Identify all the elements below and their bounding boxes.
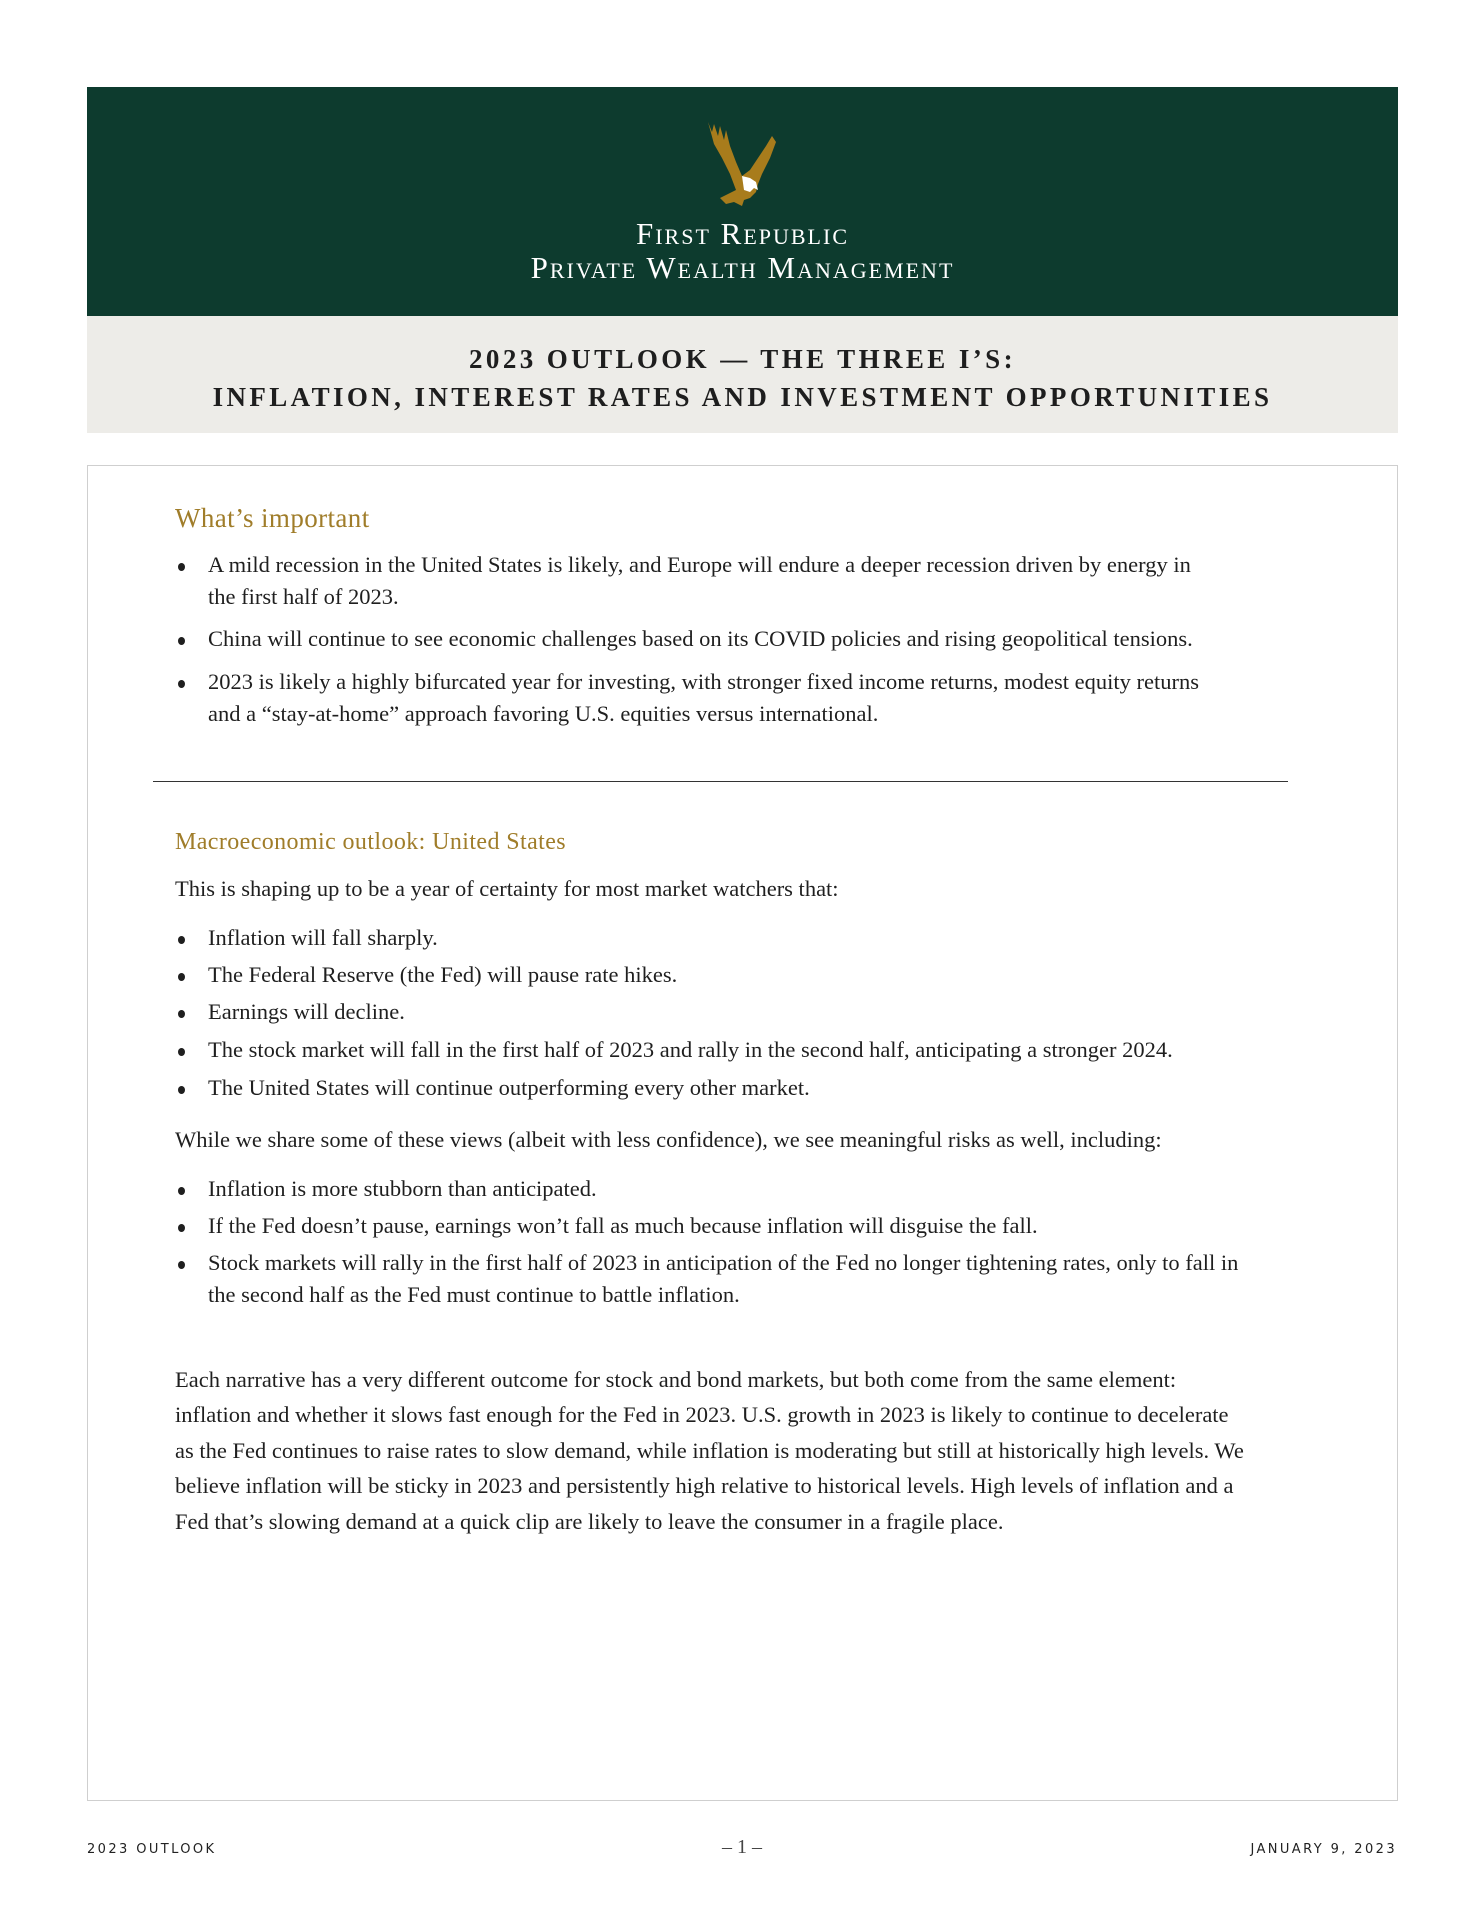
bullet-icon	[178, 563, 185, 571]
bullet-icon	[178, 973, 185, 981]
list-item: Stock markets will rally in the first half of 2023 in anticipation of the Fed no longer tightening rates, only to fall in	[208, 1250, 1239, 1275]
document-title-line2: INFLATION, INTEREST RATES AND INVESTMENT OPPORTUNITIES	[212, 382, 1273, 412]
eagle-icon	[700, 118, 784, 206]
list-item: The Federal Reserve (the Fed) will pause rate hikes.	[208, 962, 678, 987]
list-item: Inflation will fall sharply.	[208, 925, 438, 950]
brand-name: First Republic	[635, 216, 849, 251]
list-item-continuation: the first half of 2023.	[208, 584, 399, 609]
page-number: – 1 –	[722, 1836, 762, 1858]
list-item: A mild recession in the United States is likely, and Europe will endure a deeper recession driven by energy in	[208, 552, 1191, 577]
section-divider	[153, 781, 1288, 782]
bullet-icon	[178, 1187, 185, 1195]
list-item: Earnings will decline.	[208, 999, 405, 1024]
list-item-continuation: and a “stay-at-home” approach favoring U.S. equities versus international.	[208, 701, 879, 726]
paragraph-line: Each narrative has a very different outcome for stock and bond markets, but both come from the same element:	[175, 1367, 1177, 1392]
section-heading-whats-important: What’s important	[175, 503, 370, 533]
brand-subtitle: Private Wealth Management	[530, 250, 955, 285]
document-title-line1: 2023 OUTLOOK — THE THREE I’S:	[469, 344, 1016, 374]
macro-intro: This is shaping up to be a year of certainty for most market watchers that:	[175, 876, 839, 901]
bullet-icon	[178, 637, 185, 645]
list-item: China will continue to see economic challenges based on its COVID policies and rising geopolitical tensions.	[208, 626, 1193, 651]
risks-intro: While we share some of these views (albeit with less confidence), we see meaningful risks as well, including:	[175, 1127, 1162, 1152]
list-item: 2023 is likely a highly bifurcated year for investing, with stronger fixed income returns, modest equity returns	[208, 669, 1200, 694]
footer-date: JANUARY 9, 2023	[1250, 1842, 1397, 1857]
list-item-continuation: the second half as the Fed must continue to battle inflation.	[208, 1282, 740, 1307]
bullet-icon	[178, 936, 185, 944]
section-heading-macro: Macroeconomic outlook: United States	[175, 829, 566, 855]
bullet-icon	[178, 1261, 185, 1269]
bullet-icon	[178, 680, 185, 688]
bullet-icon	[178, 1224, 185, 1232]
paragraph-line: inflation and whether it slows fast enough for the Fed in 2023. U.S. growth in 2023 is likely to continue to decelerate	[175, 1402, 1229, 1427]
paragraph-line: Fed that’s slowing demand at a quick clip are likely to leave the consumer in a fragile place.	[175, 1509, 1004, 1534]
paragraph-line: as the Fed continues to raise rates to slow demand, while inflation is moderating but still at historically high levels. We	[175, 1438, 1244, 1463]
list-item: The United States will continue outperforming every other market.	[208, 1075, 810, 1100]
bullet-icon	[178, 1010, 185, 1018]
list-item: Inflation is more stubborn than anticipated.	[208, 1176, 597, 1201]
list-item: The stock market will fall in the first half of 2023 and rally in the second half, anticipating a stronger 2024.	[208, 1037, 1173, 1062]
list-item: If the Fed doesn’t pause, earnings won’t fall as much because inflation will disguise the fall.	[208, 1213, 1038, 1238]
bullet-icon	[178, 1048, 185, 1056]
paragraph-line: believe inflation will be sticky in 2023 and persistently high relative to historical levels. High levels of inflation and a	[175, 1473, 1234, 1498]
bullet-icon	[178, 1086, 185, 1094]
footer-document-label: 2023 OUTLOOK	[87, 1842, 217, 1857]
